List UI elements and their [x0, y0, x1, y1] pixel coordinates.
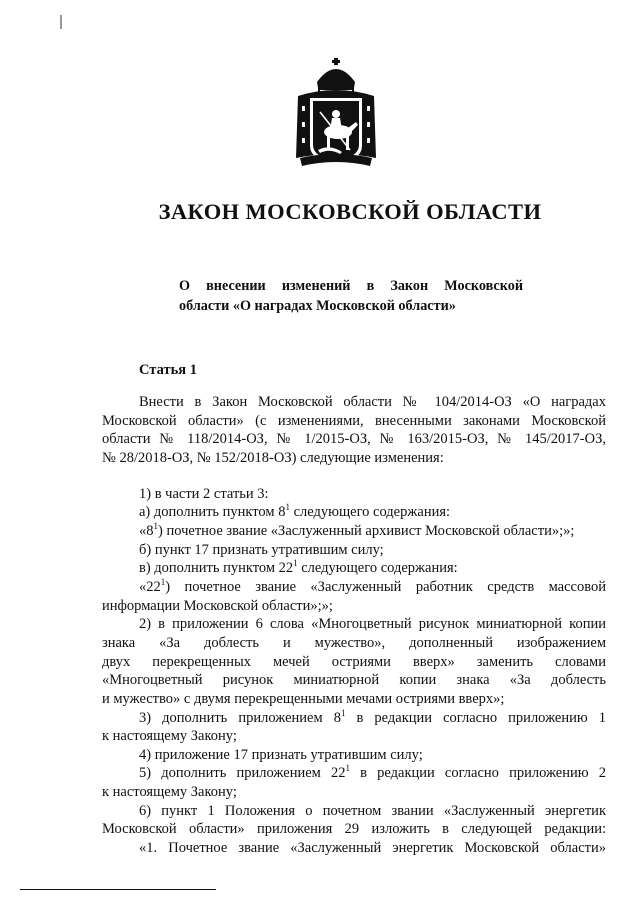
- body-line: 3) дополнить приложением $8^1$ в редакции согласно приложению 1: [139, 707, 606, 726]
- subtitle-line: О внесении изменений в Закон Московской: [179, 278, 523, 294]
- body-line: области № 118/2014-ОЗ, № 1/2015-ОЗ, № 163/2015-ОЗ, № 145/2017-ОЗ,: [102, 431, 606, 448]
- body-line: «$8^1$) почетное звание «Заслуженный архивист Московской области»;»;: [139, 520, 575, 539]
- body-line: «Многоцветный рисунок миниатюрной копии знака «За доблесть: [102, 672, 606, 689]
- article-heading: Статья 1: [139, 362, 197, 378]
- coat-of-arms-icon: [290, 54, 382, 184]
- subtitle-line: области «О наградах Московской области»: [179, 298, 456, 314]
- body-line: двух перекрещенных мечей остриями вверх» заменить словами: [102, 653, 606, 670]
- body-line: информации Московской области»;»;: [102, 597, 333, 614]
- document-title: ЗАКОН МОСКОВСКОЙ ОБЛАСТИ: [158, 199, 542, 224]
- body-line: № 28/2018-ОЗ, № 152/2018-ОЗ) следующие изменения:: [102, 449, 444, 466]
- body-line: Московской области» (с изменениями, внесенными законами Московской: [102, 412, 606, 429]
- body-line: к настоящему Закону;: [102, 728, 237, 745]
- document-subtitle: [179, 276, 523, 316]
- body-line: «$22^1$) почетное звание «Заслуженный работник средств массовой: [139, 576, 606, 595]
- body-line: б) пункт 17 признать утратившим силу;: [139, 541, 384, 558]
- body-line: в) дополнить пунктом $22^1$ следующего содержания:: [139, 558, 458, 577]
- body-line: «1. Почетное звание «Заслуженный энергетик Московской области»: [139, 840, 606, 857]
- footnote-separator: [20, 889, 216, 890]
- body-line: Московской области» приложения 29 изложить в следующей редакции:: [102, 821, 606, 838]
- body-line: 5) дополнить приложением $22^1$ в редакции согласно приложению 2: [139, 763, 606, 782]
- body-line: а) дополнить пунктом $8^1$ следующего содержания:: [139, 502, 451, 521]
- body-line: 1) в части 2 статьи 3:: [139, 485, 269, 502]
- body-line: 6) пункт 1 Положения о почетном звании «Заслуженный энергетик: [139, 802, 606, 819]
- body-line: 4) приложение 17 признать утратившим силу;: [139, 746, 423, 763]
- document-body: [102, 393, 606, 858]
- body-line: и мужество» с двумя перекрещенными мечами остриями вверх»;: [102, 690, 505, 707]
- body-line: к настоящему Закону;: [102, 784, 237, 801]
- body-line: Внести в Закон Московской области № 104/2014-ОЗ «О наградах: [139, 394, 606, 410]
- body-line: знака «За доблесть и мужество», дополненный изображением: [102, 634, 606, 651]
- page-mark: [58, 14, 64, 30]
- body-line: 2) в приложении 6 слова «Многоцветный рисунок миниатюрной копии: [139, 616, 606, 633]
